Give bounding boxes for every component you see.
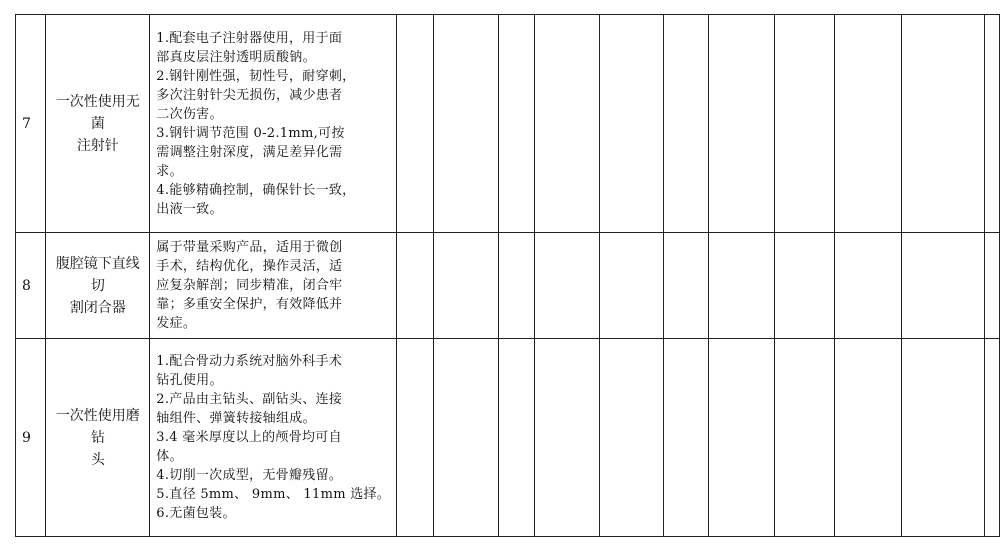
description-line: 钻孔使用。 <box>156 373 223 388</box>
description-line: 轴组件、弹簧转接轴组成。 <box>156 411 316 426</box>
empty-cell <box>498 15 535 233</box>
product-description <box>150 233 397 339</box>
empty-cell <box>397 15 434 233</box>
empty-cell <box>535 233 599 339</box>
table-row <box>16 15 1000 233</box>
product-name <box>46 15 150 233</box>
empty-cell <box>433 15 498 233</box>
empty-cell <box>664 15 709 233</box>
description-line: 多次注射针尖无损伤，减少患者 <box>156 87 343 103</box>
empty-cell <box>709 339 775 537</box>
empty-cell <box>985 15 1000 233</box>
description-line: 手术，结构优化，操作灵活，适 <box>156 259 343 274</box>
empty-cell <box>535 15 599 233</box>
empty-cell <box>775 233 835 339</box>
empty-cell <box>397 233 434 339</box>
row-number: 7 <box>16 15 46 233</box>
product-name-line: 注射针 <box>76 137 119 154</box>
empty-cell <box>599 15 663 233</box>
empty-cell <box>835 15 902 233</box>
description-line: 3.钢针调节范围 0-2.1mm,可按 <box>156 125 345 141</box>
description-line: 应复杂解剖；同步精准，闭合牢 <box>156 278 343 293</box>
empty-cell <box>835 339 902 537</box>
product-name-line: 头 <box>90 451 105 468</box>
table-row <box>16 339 1000 537</box>
product-name <box>46 339 150 537</box>
row-number: 8 <box>16 233 46 339</box>
description-line: 1.配套电子注射器使用，用于面 <box>156 30 343 46</box>
empty-cell <box>498 233 535 339</box>
empty-cell <box>985 339 1000 537</box>
empty-cell <box>835 233 902 339</box>
description-line: 2.钢针刚性强，韧性号，耐穿刺， <box>156 68 356 84</box>
description-line: 6.无菌包装。 <box>156 506 236 521</box>
empty-cell <box>397 339 434 537</box>
product-description <box>150 15 397 233</box>
empty-cell <box>902 15 985 233</box>
empty-cell <box>709 233 775 339</box>
description-line: 2.产品由主钻头、副钻头、连接 <box>156 392 343 407</box>
product-name-line: 割闭合器 <box>69 299 126 316</box>
description-line: 二次伤害。 <box>156 106 223 122</box>
empty-cell <box>599 233 663 339</box>
description-line: 3.4 毫米厚度以上的颅骨均可自 <box>156 430 342 445</box>
description-line: 1.配合骨动力系统对脑外科手术 <box>156 354 343 369</box>
description-line: 5.直径 5mm、 9mm、 11mm 选择。 <box>156 487 391 502</box>
product-name-line: 一次性使用无菌 <box>55 93 140 132</box>
empty-cell <box>902 233 985 339</box>
description-line: 属于带量采购产品，适用于微创 <box>156 240 343 255</box>
empty-cell <box>902 339 985 537</box>
product-table <box>15 14 1000 537</box>
empty-cell <box>433 233 498 339</box>
empty-cell <box>433 339 498 537</box>
product-name <box>46 233 150 339</box>
empty-cell <box>498 339 535 537</box>
empty-cell <box>985 233 1000 339</box>
empty-cell <box>775 15 835 233</box>
description-line: 体。 <box>156 449 183 464</box>
product-name-line: 一次性使用磨钻 <box>55 407 140 446</box>
empty-cell <box>664 339 709 537</box>
empty-cell <box>709 15 775 233</box>
description-line: 4.能够精确控制，确保针长一致， <box>156 182 356 198</box>
description-line: 求。 <box>156 163 183 179</box>
description-line: 需调整注射深度，满足差异化需 <box>156 144 343 160</box>
description-line: 部真皮层注射透明质酸钠。 <box>156 49 316 65</box>
description-line: 靠；多重安全保护，有效降低并 <box>156 297 343 312</box>
product-name-line: 腹腔镜下直线切 <box>55 255 140 294</box>
table-row <box>16 233 1000 339</box>
empty-cell <box>664 233 709 339</box>
empty-cell <box>535 339 599 537</box>
description-line: 出液一致。 <box>156 201 223 217</box>
row-number: 9 <box>16 339 46 537</box>
empty-cell <box>599 339 663 537</box>
description-line: 4.切削一次成型，无骨瓣残留。 <box>156 468 343 483</box>
empty-cell <box>775 339 835 537</box>
description-line: 发症。 <box>156 316 197 331</box>
product-description <box>150 339 397 537</box>
